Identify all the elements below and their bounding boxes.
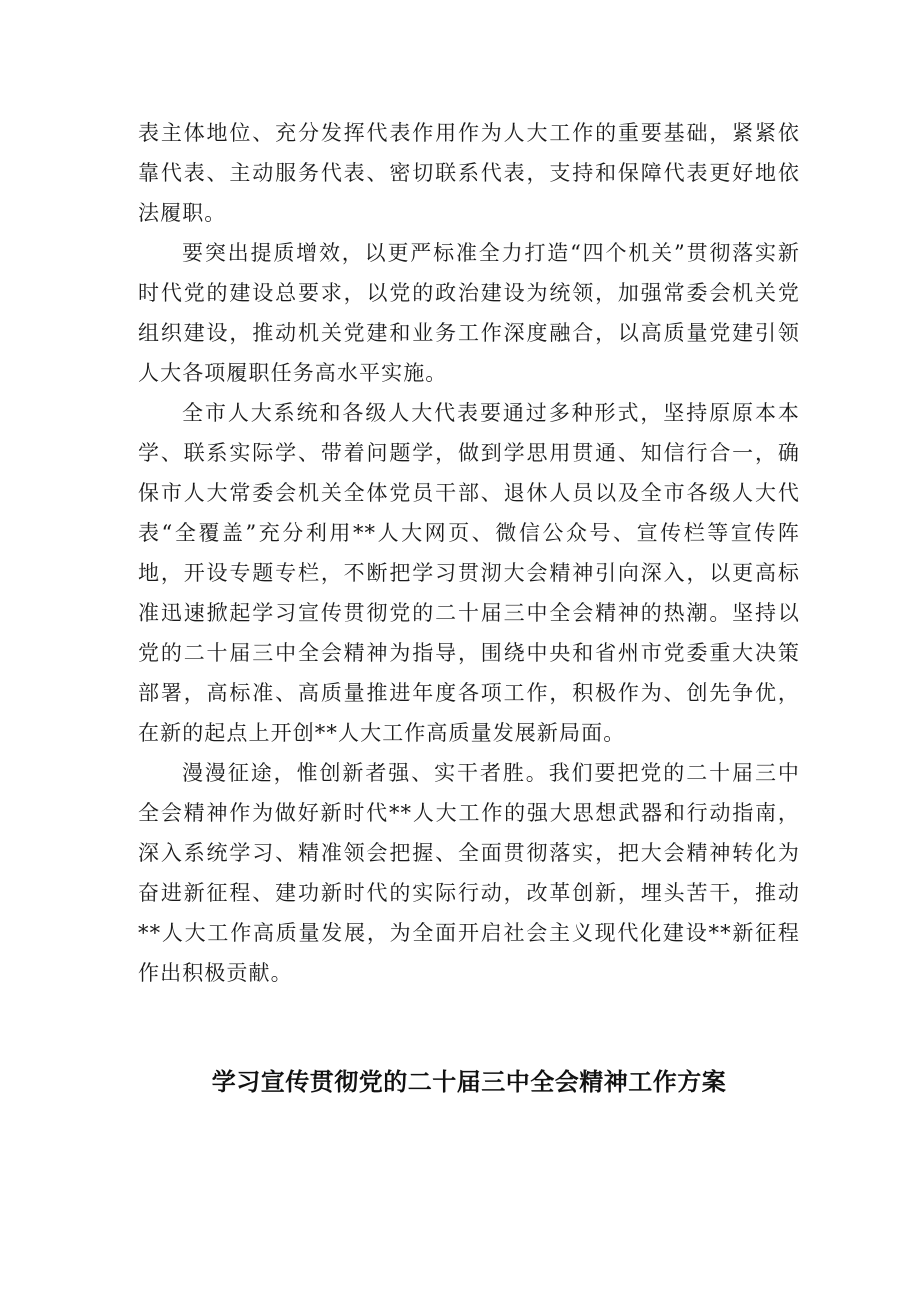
paragraph-1: 表主体地位、充分发挥代表作用作为人大工作的重要基础，紧紧依靠代表、主动服务代表、密切联系代表，支持和保障代表更好地依法履职。 [138,121,800,225]
document-body [138,113,800,993]
paragraph-4: 漫漫征途，惟创新者强、实干者胜。我们要把党的二十届三中全会精神作为做好新时代**人大工作的强大思想武器和行动指南，深入系统学习、精准领会把握、全面贯彻落实，把大会精神转化为奋进新征程、建功新时代的实际行动，改革创新，埋头苦干，推动**人大工作高质量发展，为全面开启社会主义现代化建设**新征程作出积极贡献。 [138,761,800,985]
section-heading: 学习宣传贯彻党的二十届三中全会精神工作方案 [211,1068,727,1096]
paragraph-3: 全市人大系统和各级人大代表要通过多种形式，坚持原原本本学、联系实际学、带着问题学，做到学思用贯通、知信行合一，确保市人大常委会机关全体党员干部、退休人员以及全市各级人大代表“全覆盖”充分利用**人大网页、微信公众号、宣传栏等宣传阵地，开设专题专栏，不断把学习贯沏大会精神引向深入，以更高标准迅速掀起学习宣传贯彻党的二十届三中全会精神的热潮。坚持以党的二十届三中全会精神为指导，围绕中央和省州市党委重大决策部署，高标准、高质量推进年度各项工作，积极作为、创先争优，在新的起点上开创**人大工作高质量发展新局面。 [138,401,800,745]
paragraph-2: 要突出提质增效，以更严标准全力打造“四个机关”贯彻落实新时代党的建设总要求，以党的政治建设为统领，加强常委会机关党组织建设，推动机关党建和业务工作深度融合，以高质量党建引领人大各项履职任务高水平实施。 [138,241,800,385]
